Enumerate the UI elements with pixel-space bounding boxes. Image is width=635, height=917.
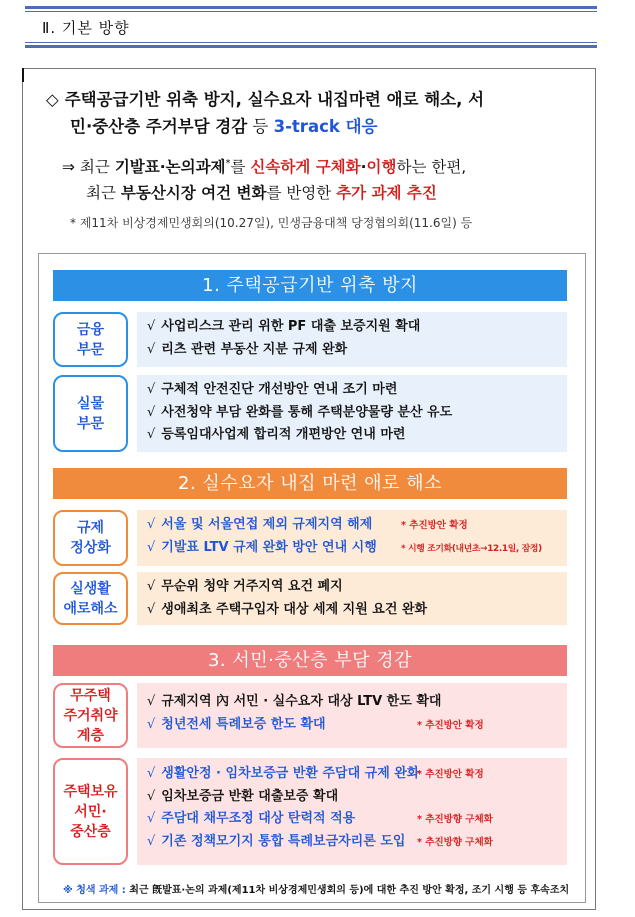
item-list <box>137 758 567 865</box>
item-text: 기발표 LTV 규제 완화 방안 연내 시행 <box>161 539 377 555</box>
check-icon: √ <box>147 341 156 357</box>
list-item <box>147 786 567 809</box>
tag-text: 계층 <box>76 727 105 744</box>
item-text: 사업리스크 관리 위한 PF 대출 보증지원 확대 <box>161 319 421 334</box>
item-note: * 추진방안 확정 <box>417 719 484 731</box>
section-banner-2: 2. 실수요자 내집 마련 애로 해소 <box>53 468 567 499</box>
check-icon: √ <box>147 427 156 442</box>
list-item <box>147 339 567 362</box>
lead-line2-connector: 등 <box>247 117 274 136</box>
footnote-star: * <box>225 158 231 169</box>
section-title: Ⅱ. 기본 방향 <box>42 19 130 37</box>
item-text: 임차보증금 반환 대출보증 확대 <box>161 788 339 804</box>
footer-text: 최근 旣발표·논의 과제(제11차 비상경제민생회의 등)에 대한 추진 방안 확정, 조기 시행 등 후속조치 <box>125 885 570 896</box>
tag-text: 주거취약 <box>63 707 118 724</box>
tag-text: 무주택 <box>70 687 111 704</box>
item-note: * 추진방향 구체화 <box>417 836 493 848</box>
tag-homeless <box>53 683 128 748</box>
check-icon: √ <box>147 811 156 826</box>
sub-highlight: 신속하게 구체화 <box>250 158 361 177</box>
check-icon: √ <box>147 601 156 617</box>
sub-text: 하는 한편, <box>396 158 467 177</box>
lead-line2 <box>46 113 586 140</box>
list-item <box>147 537 567 560</box>
item-text: 서울 및 서울연접 제외 규제지역 해제 <box>161 517 373 532</box>
group-daily-life <box>53 572 567 625</box>
diamond-icon: ◇ <box>46 90 59 109</box>
footnote: * 제11차 비상경제민생회의(10.27일), 민생금융대책 당정협의회(11.6일) 등 <box>70 216 473 230</box>
item-text: 주담대 채무조정 대상 탄력적 적용 <box>161 811 356 826</box>
header-rule-top <box>25 6 597 9</box>
item-text: 무순위 청약 거주지역 요건 폐지 <box>161 579 343 594</box>
tag-text: 금융 <box>76 321 105 338</box>
tag-homeowner <box>53 758 128 865</box>
header-rule-bottom-thin <box>25 42 597 43</box>
sub-highlight: 추가 과제 추진 <box>336 184 437 203</box>
group-physical <box>53 375 567 452</box>
item-text: 사전청약 부담 완화를 통해 주택분양물량 분산 유도 <box>161 404 453 420</box>
tag-text: 주택보유 <box>63 783 118 800</box>
item-list <box>137 510 567 566</box>
check-icon: √ <box>147 404 156 420</box>
tag-daily-life <box>53 572 128 625</box>
check-icon: √ <box>147 833 156 849</box>
item-text: 생애최초 주택구입자 대상 세제 지원 요건 완화 <box>161 601 428 617</box>
tag-text: 실물 <box>76 395 105 412</box>
list-item <box>147 831 567 854</box>
sub-highlight: 이행 <box>366 158 397 177</box>
list-item <box>147 763 567 786</box>
tag-text: 서민· <box>74 803 107 820</box>
sub-text: 를 <box>230 158 251 177</box>
lead-line2-text: 민·중산층 주거부담 경감 <box>70 117 248 136</box>
sub-text: · <box>360 158 367 177</box>
list-item <box>147 714 567 737</box>
tag-text: 중산층 <box>70 823 111 840</box>
header-rule-top-thin <box>25 11 597 12</box>
check-icon: √ <box>147 694 156 709</box>
item-note: * 추진방향 구체화 <box>417 814 493 825</box>
list-item <box>147 808 567 831</box>
section-banner-3: 3. 서민·중산층 부담 경감 <box>53 645 567 676</box>
check-icon: √ <box>147 319 156 334</box>
check-icon: √ <box>147 716 156 732</box>
check-icon: √ <box>147 539 156 555</box>
group-regulation <box>53 510 567 566</box>
check-icon: √ <box>147 579 156 594</box>
group-homeowner <box>53 758 567 865</box>
check-icon: √ <box>147 766 156 781</box>
item-list <box>137 683 567 748</box>
check-icon: √ <box>147 788 156 804</box>
item-list <box>137 375 567 452</box>
list-item <box>147 316 567 339</box>
tag-finance <box>53 312 128 367</box>
sub-text: 최근 <box>75 158 115 177</box>
sub-paragraph <box>62 151 587 206</box>
item-text: 등록임대사업제 합리적 개편방안 연내 마련 <box>161 427 406 442</box>
frame-corner-mark <box>22 68 24 82</box>
group-finance <box>53 312 567 367</box>
sub-text: 기발표·논의과제 <box>114 158 226 177</box>
tag-text: 애로해소 <box>63 600 118 617</box>
tag-text: 부문 <box>76 341 105 358</box>
item-list <box>137 572 567 625</box>
group-homeless <box>53 683 567 748</box>
list-item <box>147 514 567 537</box>
sub-text: 최근 <box>86 184 121 203</box>
item-text: 청년전세 특례보증 한도 확대 <box>161 716 326 732</box>
check-icon: √ <box>147 382 156 397</box>
list-item <box>147 379 567 402</box>
tag-text: 부문 <box>76 415 105 432</box>
tag-physical <box>53 375 128 452</box>
sub-text: 를 반영한 <box>266 184 337 203</box>
header-rule-bottom <box>25 45 597 48</box>
list-item <box>147 402 567 425</box>
lead-line1: 주택공급기반 위축 방지, 실수요자 내집마련 애로 해소, 서 <box>64 90 485 109</box>
list-item <box>147 599 567 622</box>
item-note: * 시행 조기화(내년초→12.1일, 잠정) <box>401 543 542 554</box>
list-item <box>147 576 567 599</box>
tag-text: 정상화 <box>70 540 111 556</box>
lead-paragraph <box>46 86 586 140</box>
item-text: 기존 정책모기지 통합 특례보금자리론 도입 <box>161 833 406 849</box>
item-text: 생활안정 · 임차보증금 반환 주담대 규제 완화 <box>161 766 420 781</box>
footer-note <box>63 881 569 896</box>
tag-text: 규제 <box>76 520 105 536</box>
tag-regulation <box>53 510 128 566</box>
list-item <box>147 424 567 447</box>
arrow-icon: ⇒ <box>62 158 75 177</box>
check-icon: √ <box>147 517 156 532</box>
item-text: 규제지역 內 서민 · 실수요자 대상 LTV 한도 확대 <box>161 694 442 709</box>
tag-text: 실생활 <box>70 580 111 597</box>
item-note: * 추진방안 확정 <box>417 769 484 780</box>
item-note: * 추진방안 확정 <box>401 520 468 531</box>
item-text: 구체적 안전진단 개선방안 연내 조기 마련 <box>161 382 398 397</box>
item-text: 리츠 관련 부동산 지분 규제 완화 <box>161 341 348 357</box>
lead-3track: 3-track 대응 <box>273 117 378 136</box>
list-item <box>147 691 567 714</box>
section-banner-1: 1. 주택공급기반 위축 방지 <box>53 270 567 301</box>
item-list <box>137 312 567 367</box>
sub-line2 <box>62 180 587 206</box>
sub-text: 부동산시장 여건 변화 <box>120 184 267 203</box>
footer-prefix: ※ 청색 과제 : <box>63 885 126 896</box>
